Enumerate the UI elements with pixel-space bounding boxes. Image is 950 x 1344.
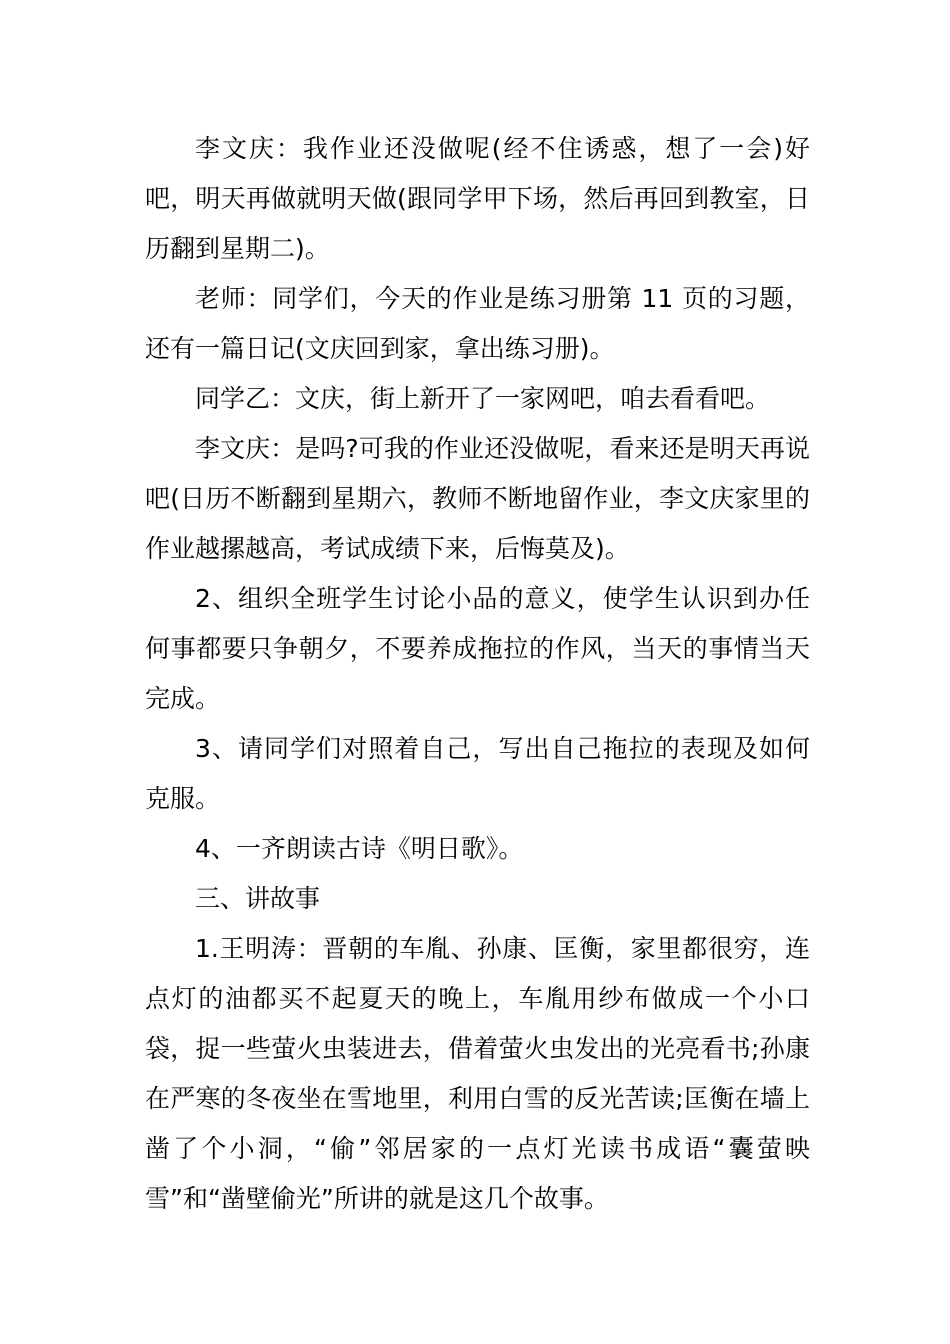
section-heading-storytelling: 三、讲故事 — [195, 884, 321, 913]
dialogue-classmate-b: 同学乙：文庆，街上新开了一家网吧，咱去看看吧。 — [195, 384, 771, 413]
dialogue-li-wenqing-1: 李文庆：我作业还没做呢(经不住诱惑，想了一会)好吧，明天再做就明天做(跟同学甲下场，然后再回到教室，日历翻到星期二)。 — [145, 134, 810, 263]
step-3-paragraph: 3、请同学们对照着自己，写出自己拖拉的表现及如何克服。 — [145, 734, 810, 813]
dialogue-teacher: 老师：同学们，今天的作业是练习册第 11 页的习题，还有一篇日记(文庆回到家，拿出练习册)。 — [145, 284, 810, 363]
step-4-paragraph: 4、一齐朗读古诗《明日歌》。 — [195, 834, 524, 863]
step-2-paragraph: 2、组织全班学生讨论小品的意义，使学生认识到办任何事都要只争朝夕，不要养成拖拉的作风，当天的事情当天完成。 — [145, 584, 810, 713]
document-body — [145, 124, 810, 1224]
dialogue-li-wenqing-2: 李文庆：是吗?可我的作业还没做呢，看来还是明天再说吧(日历不断翻到星期六，教师不断地留作业，李文庆家里的作业越摞越高，考试成绩下来，后悔莫及)。 — [145, 434, 810, 563]
story-paragraph: 1.王明涛：晋朝的车胤、孙康、匡衡，家里都很穷，连点灯的油都买不起夏天的晚上，车胤用纱布做成一个小口袋，捉一些萤火虫装进去，借着萤火虫发出的光亮看书;孙康在严寒的冬夜坐在雪地里，利用白雪的反光苦读;匡衡在墙上凿了个小洞，“偷”邻居家的一点灯光读书成语“囊萤映雪”和“凿壁偷光”所讲的就是这几个故事。 — [145, 934, 810, 1213]
